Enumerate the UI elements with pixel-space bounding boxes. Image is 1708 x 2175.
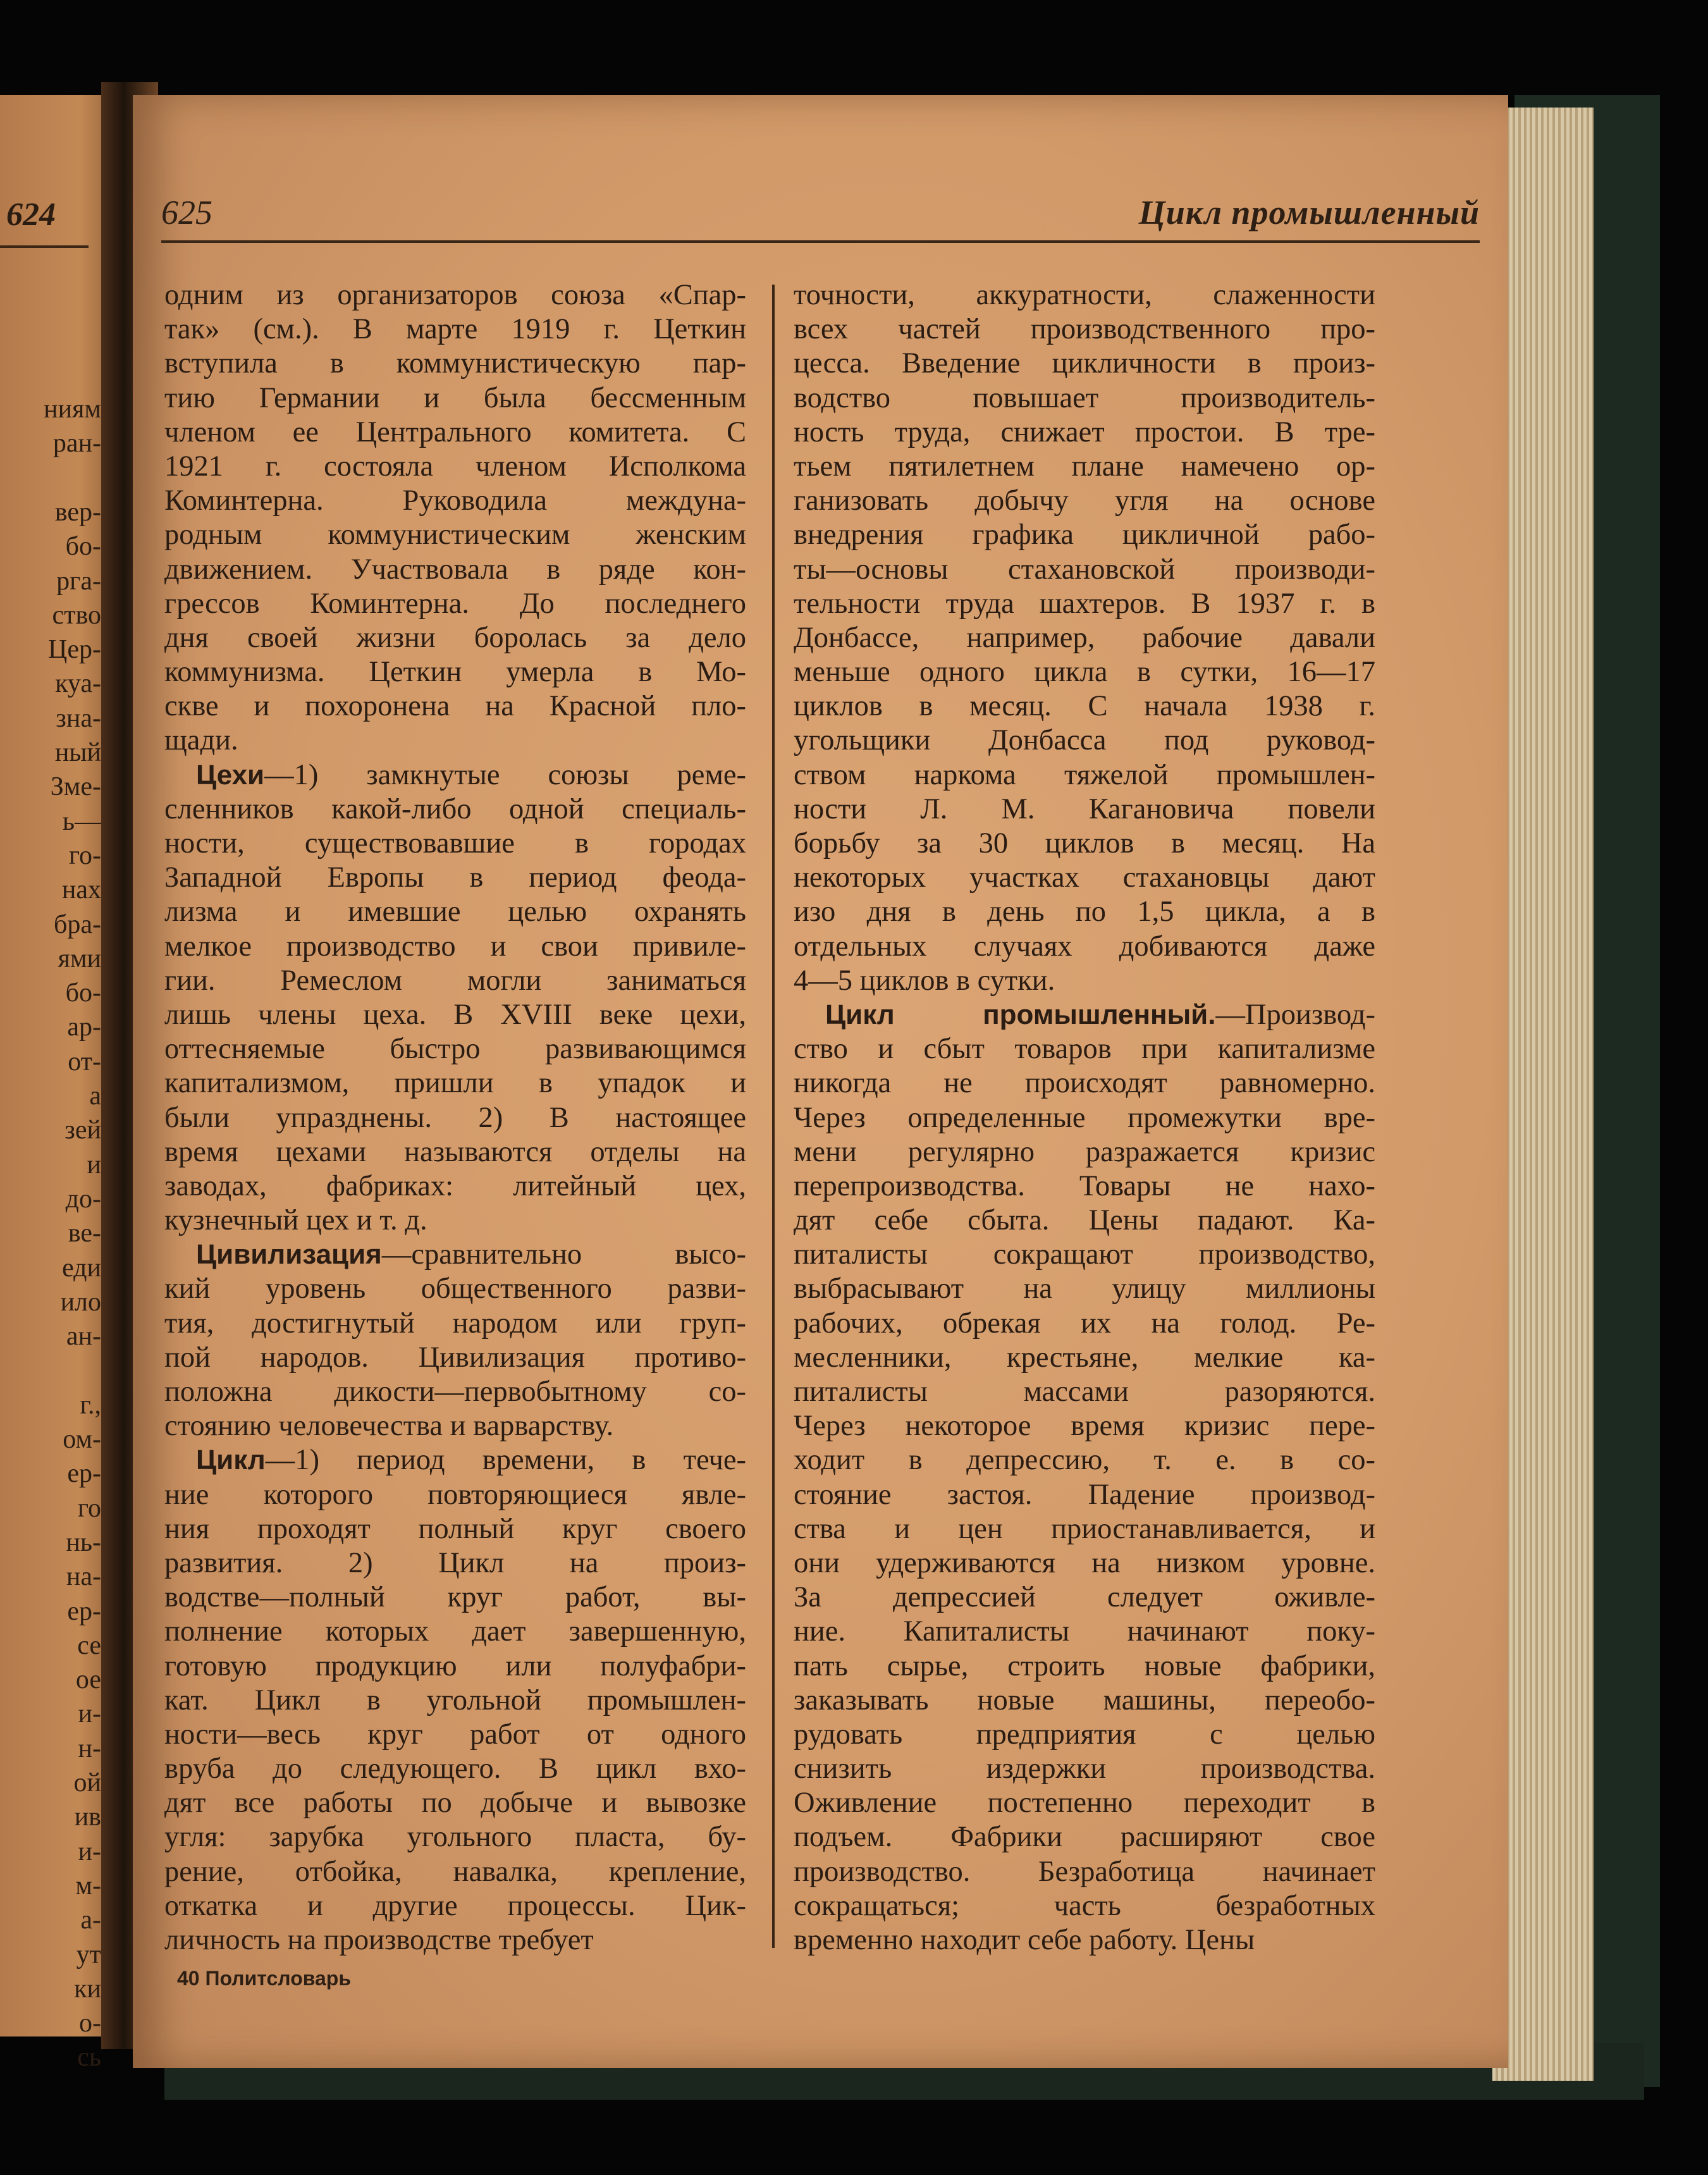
text-line: борьбу за 30 циклов в месяц. На: [794, 827, 1375, 860]
text-line: родным коммунистическим женским: [164, 519, 746, 551]
text-line: лишь члены цеха. В XVIII веке цехи,: [164, 998, 746, 1031]
text-line: готовую продукцию или полуфабри-: [164, 1649, 746, 1682]
left-page-fragment: бо-: [65, 532, 101, 562]
text-line: Цивилизация—сравнительно высо-: [196, 1238, 746, 1271]
text-line: сокращаться; часть безработных: [794, 1889, 1375, 1922]
text-line: ния проходят полный круг своего: [164, 1512, 746, 1545]
text-line: ние. Капиталисты начинают поку-: [794, 1615, 1375, 1648]
text-line: дня своей жизни боролась за дело: [164, 621, 746, 654]
text-line: цесса. Введение цикличности в произ-: [794, 347, 1375, 380]
text-line: тия, достигнутый народом или груп-: [164, 1307, 746, 1340]
text-line: подъем. Фабрики расширяют свое: [794, 1821, 1375, 1854]
text-line: ства и цен приостанавливается, и: [794, 1512, 1375, 1545]
text-line: дят все работы по добыче и вывозке: [164, 1787, 746, 1820]
text-line: водство повышает производитель-: [794, 381, 1375, 414]
left-page-fragment: ь—: [62, 806, 101, 836]
text-line: точности, аккуратности, слаженности: [794, 279, 1375, 311]
text-line: циклов в месяц. С начала 1938 г.: [794, 690, 1375, 723]
left-page-fragment: ой: [73, 1768, 101, 1797]
text-line: ганизовать добычу угля на основе: [794, 484, 1375, 517]
left-page-fragment: рга-: [56, 566, 101, 596]
text-line: заводах, фабриках: литейный цех,: [164, 1169, 746, 1202]
left-page-fragment: ан-: [66, 1322, 101, 1352]
text-line: щади.: [164, 724, 238, 757]
text-line: гии. Ремеслом могли заниматься: [164, 964, 746, 997]
text-line: пать сырье, строить новые фабрики,: [794, 1649, 1375, 1682]
left-page-fragment: нах: [61, 875, 101, 905]
left-page-fragment: ство: [52, 600, 101, 630]
left-page-fragment: а: [89, 1081, 101, 1111]
left-page-fragment: ниям: [44, 395, 101, 424]
text-line: ности—весь круг работ от одного: [164, 1718, 746, 1751]
text-line: питалисты массами разоряются.: [794, 1376, 1375, 1408]
left-page-fragment: ар-: [67, 1013, 101, 1042]
text-line: производство. Безработица начинает: [794, 1855, 1375, 1888]
signature-mark: 40 Политсловарь: [177, 1967, 351, 1990]
text-line: внедрения графика цикличной рабо-: [794, 519, 1375, 551]
text-line: угольщики Донбасса под руковод-: [794, 724, 1375, 757]
left-page-fragment: ут: [76, 1940, 101, 1969]
text-line: выбрасывают на улицу миллионы: [794, 1272, 1375, 1305]
text-line: скве и похоронена на Красной пло-: [164, 690, 746, 723]
text-line: время цехами называются отделы на: [164, 1135, 746, 1168]
text-line: Через определенные промежутки вре-: [794, 1101, 1375, 1134]
running-head: Цикл промышленный: [1138, 194, 1480, 231]
page-number: 625: [161, 194, 212, 231]
text-line: всех частей производственного про-: [794, 313, 1375, 346]
headword: Цивилизация: [196, 1239, 382, 1271]
text-line: кий уровень общественного разви-: [164, 1272, 746, 1305]
headword: Цехи: [196, 759, 265, 791]
text-line: мелкое производство и свои привиле-: [164, 930, 746, 963]
left-page-fragment: на-: [66, 1562, 101, 1592]
text-line: членом ее Центрального комитета. С: [164, 416, 746, 448]
page-header: [161, 193, 1480, 237]
text-line: грессов Коминтерна. До последнего: [164, 587, 746, 620]
text-line: изо дня в день по 1,5 цикла, а в: [794, 896, 1375, 928]
left-page-fragment: бо-: [65, 978, 101, 1008]
text-line: Цикл промышленный.—Производ-: [825, 998, 1375, 1031]
text-line: ние которого повторяющиеся явле-: [164, 1478, 746, 1511]
text-line: дят себе сбыта. Цены падают. Ка-: [794, 1204, 1375, 1237]
left-page-fragment: го: [77, 1493, 101, 1523]
left-page-fragment: бра-: [54, 909, 101, 939]
left-page-fragment: до-: [65, 1184, 101, 1214]
text-column-right: [794, 278, 1375, 1957]
left-page-fragment: ран-: [52, 429, 101, 459]
left-page-fragment: ями: [58, 944, 101, 973]
headword: Цикл: [196, 1445, 266, 1476]
text-line: Западной Европы в период феода-: [164, 861, 746, 894]
left-page-fragment: ве-: [68, 1219, 101, 1248]
text-line: они удерживаются на низком уровне.: [794, 1546, 1375, 1579]
left-page-fragment: ный: [54, 738, 101, 767]
left-page-fragment: ое: [75, 1665, 101, 1695]
text-line: никогда не происходят равномерно.: [794, 1067, 1375, 1100]
left-page-fragment: о-: [79, 2009, 101, 2038]
text-column-left: [164, 278, 746, 1957]
left-page-fragment: еди: [62, 1253, 101, 1283]
left-header-rule: [0, 245, 89, 248]
text-line: рудовать предприятия с целью: [794, 1718, 1375, 1751]
text-line: водстве—полный круг работ, вы-: [164, 1581, 746, 1614]
left-page-fragment: се: [77, 1630, 101, 1660]
text-line: тию Германии и была бессменным: [164, 381, 746, 414]
text-line: стояние застоя. Падение производ-: [794, 1478, 1375, 1511]
text-line: меньше одного цикла в сутки, 16—17: [794, 656, 1375, 689]
left-page-fragment: сь: [77, 2043, 101, 2073]
text-line: полнение которых дает завершенную,: [164, 1615, 746, 1648]
text-line: месленники, крестьяне, мелкие ка-: [794, 1341, 1375, 1374]
text-line: оттесняемые быстро развивающимся: [164, 1033, 746, 1066]
text-line: стоянию человечества и варварству.: [164, 1410, 614, 1443]
left-page-number: 624: [6, 197, 56, 233]
text-line: ности Л. М. Кагановича повели: [794, 792, 1375, 825]
text-line: так» (см.). В марте 1919 г. Цеткин: [164, 313, 746, 346]
text-line: ность труда, снижает простои. В тре-: [794, 416, 1375, 448]
text-line: Цикл—1) период времени, в тече-: [196, 1444, 746, 1477]
left-page-fragment: зна-: [56, 703, 101, 733]
left-page-fragment: Зме-: [50, 772, 101, 802]
left-page-fragment: ило: [60, 1287, 101, 1317]
column-divider: [772, 285, 775, 1948]
text-line: угля: зарубка угольного пласта, бу-: [164, 1821, 746, 1854]
text-line: заказывать новые машины, переобо-: [794, 1684, 1375, 1716]
text-line: 1921 г. состояла членом Исполкома: [164, 450, 746, 483]
text-line: временно находит себе работу. Цены: [794, 1924, 1255, 1956]
text-line: ты—основы стахановской производи-: [794, 553, 1375, 586]
text-line: снизить издержки производства.: [794, 1753, 1375, 1785]
text-line: сленников какой-либо одной специаль-: [164, 792, 746, 825]
left-page-fragment: м-: [75, 1871, 101, 1901]
text-line: Коминтерна. Руководила междуна-: [164, 484, 746, 517]
text-line: питалисты сокращают производство,: [794, 1238, 1375, 1271]
left-page-fragment: зей: [65, 1116, 101, 1145]
text-line: отдельных случаях добиваются даже: [794, 930, 1375, 963]
text-line: одним из организаторов союза «Спар-: [164, 279, 746, 311]
header-rule: [161, 240, 1480, 243]
text-line: Цехи—1) замкнутые союзы реме-: [196, 758, 746, 791]
text-line: откатка и другие процессы. Цик-: [164, 1889, 746, 1922]
text-line: Оживление постепенно переходит в: [794, 1787, 1375, 1820]
left-page-fragment: Цер-: [48, 635, 101, 665]
text-line: ством наркома тяжелой промышлен-: [794, 758, 1375, 791]
left-page-fragment: н-: [78, 1734, 101, 1763]
left-page-fragment: ом-: [63, 1425, 101, 1454]
text-line: перепроизводства. Товары не нахо-: [794, 1169, 1375, 1202]
text-line: кат. Цикл в угольной промышлен-: [164, 1684, 746, 1716]
text-line: движением. Участвовала в ряде кон-: [164, 553, 746, 586]
text-line: положна дикости—первобытному со-: [164, 1376, 746, 1408]
left-page-fragment: го-: [68, 841, 101, 870]
text-line: вступила в коммунистическую пар-: [164, 347, 746, 380]
text-line: развития. 2) Цикл на произ-: [164, 1546, 746, 1579]
text-line: ходит в депрессию, т. е. в со-: [794, 1444, 1375, 1477]
text-line: тельности труда шахтеров. В 1937 г. в: [794, 587, 1375, 620]
text-line: тьем пятилетнем плане намечено ор-: [794, 450, 1375, 483]
text-line: ности, существовавшие в городах: [164, 827, 746, 860]
text-line: Донбассе, например, рабочие давали: [794, 621, 1375, 654]
left-page-fragment: от-: [68, 1047, 101, 1076]
left-page-fragment: и: [87, 1150, 101, 1180]
text-line: были упразднены. 2) В настоящее: [164, 1101, 746, 1134]
text-line: Через некоторое время кризис пере-: [794, 1410, 1375, 1443]
text-line: пой народов. Цивилизация противо-: [164, 1341, 746, 1374]
text-line: ство и сбыт товаров при капитализме: [794, 1033, 1375, 1066]
left-page-fragment: ив: [74, 1802, 101, 1832]
text-line: некоторых участках стахановцы дают: [794, 861, 1375, 894]
left-page-fragment: вер-: [54, 497, 101, 527]
right-page: [133, 95, 1508, 2068]
left-page-fragment: нь-: [66, 1527, 101, 1557]
headword: Цикл промышленный.: [825, 999, 1216, 1030]
text-line: За депрессией следует оживле-: [794, 1581, 1375, 1614]
text-line: кузнечный цех и т. д.: [164, 1204, 427, 1237]
text-line: лизма и имевшие целью охранять: [164, 896, 746, 928]
text-line: рение, отбойка, навалка, крепление,: [164, 1855, 746, 1888]
text-line: 4—5 циклов в сутки.: [794, 964, 1055, 997]
text-line: вруба до следующего. В цикл вхо-: [164, 1753, 746, 1785]
text-line: личность на производстве требует: [164, 1924, 594, 1956]
left-page-fragment: и-: [78, 1837, 101, 1866]
left-page-fragment: а-: [80, 1906, 101, 1935]
text-line: мени регулярно разражается кризис: [794, 1135, 1375, 1168]
left-page-fragment: ер-: [67, 1596, 101, 1626]
left-page-fragment: ер-: [67, 1459, 101, 1489]
left-page-fragment: ки: [74, 1974, 101, 2004]
left-page-fragment: и-: [78, 1699, 101, 1729]
left-page-fragment: г.,: [80, 1390, 101, 1420]
left-page-fragment: куа-: [55, 669, 101, 699]
text-line: рабочих, обрекая их на голод. Ре-: [794, 1307, 1375, 1340]
text-line: капитализмом, пришли в упадок и: [164, 1067, 746, 1100]
text-line: коммунизма. Цеткин умерла в Мо-: [164, 656, 746, 689]
